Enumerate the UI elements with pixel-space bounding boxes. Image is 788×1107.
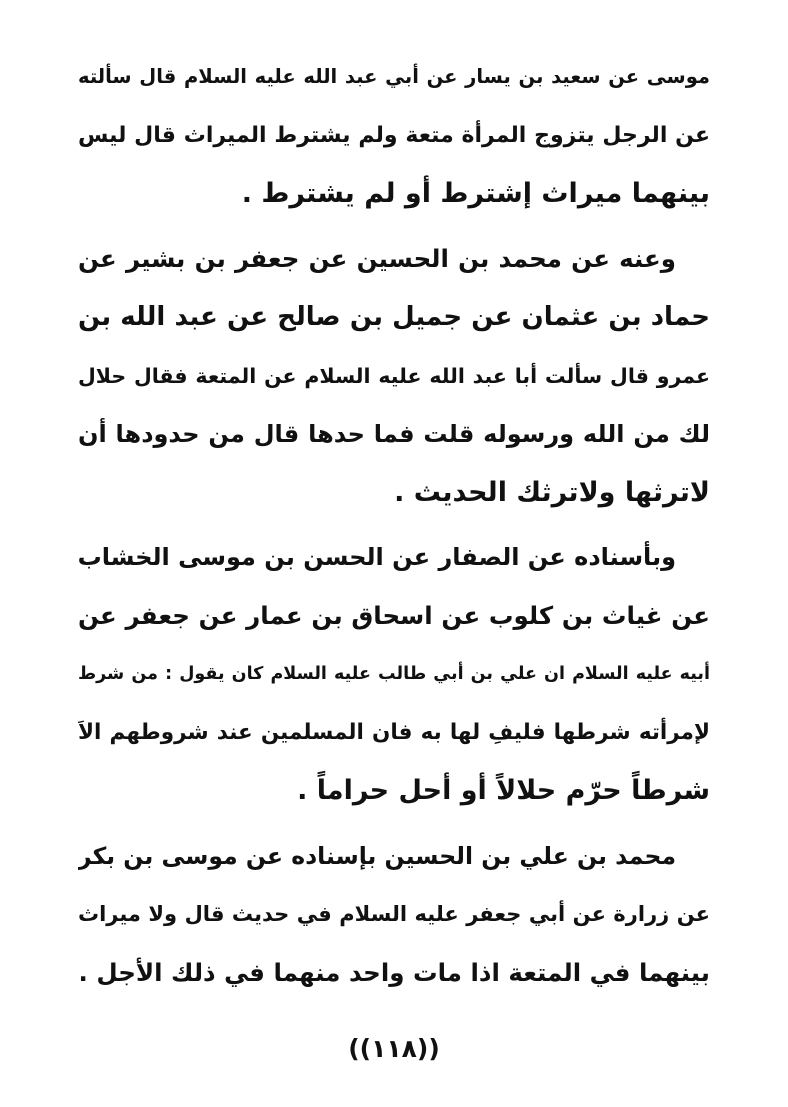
page-number: ((١١٨)) — [348, 1034, 440, 1063]
text-line: لاترثها ولاترثك الحديث . — [394, 476, 710, 508]
text-line: عن غياث بن كلوب عن اسحاق بن عمار عن جعفر عن — [78, 600, 710, 630]
text-line: أبيه عليه السلام ان علي بن أبي طالب عليه السلام كان يقول : من شرط — [78, 664, 710, 684]
text-line: بينهما في المتعة اذا مات واحد منهما في ذلك الأجل . — [78, 957, 710, 987]
paragraph-1 — [78, 48, 710, 224]
text-line: عمرو قال سألت أبا عبد الله عليه السلام عن المتعة فقال حلال — [78, 363, 710, 388]
document-page — [78, 48, 710, 1002]
paragraph-4 — [78, 827, 710, 1003]
paragraph-2 — [78, 230, 710, 523]
paragraph-3 — [78, 528, 710, 821]
text-line: عن الرجل يتزوج المرأة متعة ولم يشترط الميراث قال ليس — [78, 122, 710, 148]
text-line: لإمرأته شرطها فليفِ لها به فان المسلمين عند شروطهم الاَ — [78, 719, 710, 745]
text-line: عن زرارة عن أبي جعفر عليه السلام في حديث قال ولا ميراث — [78, 902, 710, 926]
text-line: بينهما ميراث إشترط أو لم يشترط . — [241, 178, 710, 209]
text-line: محمد بن علي بن الحسين بإسناده عن موسى بن بكر — [78, 841, 676, 870]
text-line: شرطاً حرّم حلالاً أو أحل حراماً . — [297, 775, 710, 806]
text-line: وعنه عن محمد بن الحسين عن جعفر بن بشير عن — [78, 243, 676, 273]
text-line: وبأسناده عن الصفار عن الحسن بن موسى الخشاب — [78, 543, 676, 571]
text-line: حماد بن عثمان عن جميل بن صالح عن عبد الله بن — [78, 302, 710, 332]
text-line: موسى عن سعيد بن يسار عن أبي عبد الله عليه السلام قال سألته — [78, 65, 710, 88]
text-line: لك من الله ورسوله قلت فما حدها قال من حدودها أن — [78, 420, 710, 448]
